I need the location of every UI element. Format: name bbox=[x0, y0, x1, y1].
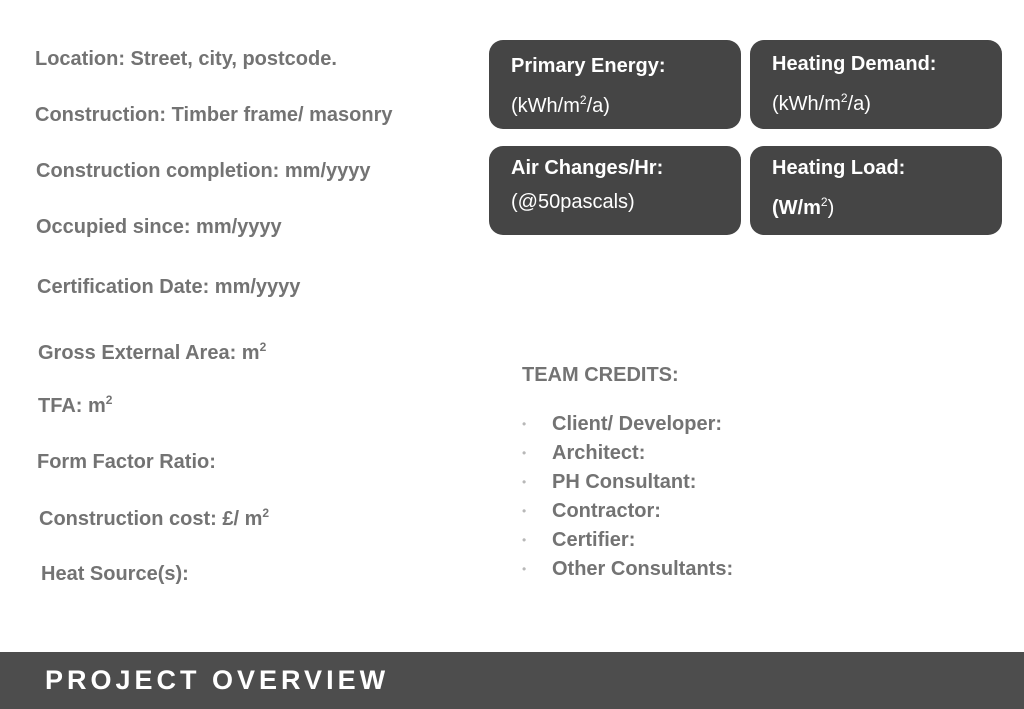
team-credit-label: PH Consultant: bbox=[552, 471, 697, 493]
heating-load-card bbox=[750, 146, 1002, 235]
primary-energy-unit-superscript: 2 bbox=[579, 93, 587, 107]
tfa-field bbox=[38, 393, 112, 418]
project-overview-title: PROJECT OVERVIEW bbox=[45, 665, 390, 695]
gross-external-area-label: Gross External Area: m bbox=[38, 342, 260, 364]
tfa-label: TFA: m bbox=[38, 395, 106, 417]
primary-energy-card bbox=[489, 40, 741, 129]
primary-energy-unit-suffix: /a) bbox=[586, 95, 610, 117]
heating-load-unit bbox=[772, 190, 982, 220]
primary-energy-unit-text: (kWh/m bbox=[511, 95, 580, 117]
air-changes-unit: (@50pascals) bbox=[511, 191, 635, 213]
heating-demand-unit-text: (kWh/m bbox=[772, 93, 841, 115]
form-factor-ratio-field: Form Factor Ratio: bbox=[37, 451, 216, 473]
air-changes-title: Air Changes/Hr: bbox=[511, 157, 664, 179]
heating-load-unit-text: (W/m bbox=[772, 197, 821, 219]
team-credit-other-consultants bbox=[522, 555, 733, 584]
team-credit-ph-consultant bbox=[522, 468, 733, 497]
team-credit-certifier bbox=[522, 526, 733, 555]
tfa-superscript: 2 bbox=[105, 393, 113, 407]
air-changes-card bbox=[489, 146, 741, 235]
team-credit-label: Contractor: bbox=[552, 500, 661, 522]
heating-load-unit-superscript: 2 bbox=[820, 195, 828, 209]
occupied-since-field: Occupied since: mm/yyyy bbox=[36, 216, 282, 238]
heating-demand-unit-superscript: 2 bbox=[840, 91, 848, 105]
footer-band bbox=[0, 652, 1024, 709]
construction-completion-field: Construction completion: mm/yyyy bbox=[36, 160, 371, 182]
heating-load-title: Heating Load: bbox=[772, 157, 906, 179]
heat-source-field: Heat Source(s): bbox=[41, 563, 189, 585]
construction-field: Construction: Timber frame/ masonry bbox=[35, 104, 393, 126]
team-credit-contractor bbox=[522, 497, 733, 526]
location-field: Location: Street, city, postcode. bbox=[35, 48, 337, 70]
heating-demand-unit bbox=[772, 86, 982, 116]
bullet-icon: • bbox=[522, 533, 527, 547]
gross-external-area-field bbox=[38, 340, 266, 365]
heating-load-unit-suffix: ) bbox=[827, 197, 835, 219]
team-credit-label: Certifier: bbox=[552, 529, 636, 551]
bullet-icon: • bbox=[522, 446, 527, 460]
construction-cost-field bbox=[39, 506, 269, 531]
construction-cost-label: Construction cost: £/ m bbox=[39, 508, 263, 530]
team-credits-heading: TEAM CREDITS: bbox=[522, 364, 679, 386]
heating-demand-title: Heating Demand: bbox=[772, 53, 937, 75]
team-credit-label: Other Consultants: bbox=[552, 558, 734, 580]
team-credit-client-developer bbox=[522, 410, 733, 439]
bullet-icon: • bbox=[522, 417, 527, 431]
bullet-icon: • bbox=[522, 504, 527, 518]
team-credit-label: Architect: bbox=[552, 442, 646, 464]
team-credit-architect bbox=[522, 439, 733, 468]
primary-energy-unit bbox=[511, 88, 721, 118]
certification-date-field: Certification Date: mm/yyyy bbox=[37, 276, 301, 298]
construction-cost-superscript: 2 bbox=[262, 506, 270, 520]
heating-demand-card bbox=[750, 40, 1002, 129]
bullet-icon: • bbox=[522, 475, 527, 489]
gross-external-area-superscript: 2 bbox=[259, 340, 267, 354]
team-credit-label: Client/ Developer: bbox=[552, 413, 723, 435]
team-credits-list bbox=[522, 410, 733, 584]
bullet-icon: • bbox=[522, 562, 527, 576]
heating-demand-unit-suffix: /a) bbox=[847, 93, 871, 115]
primary-energy-title: Primary Energy: bbox=[511, 55, 666, 77]
